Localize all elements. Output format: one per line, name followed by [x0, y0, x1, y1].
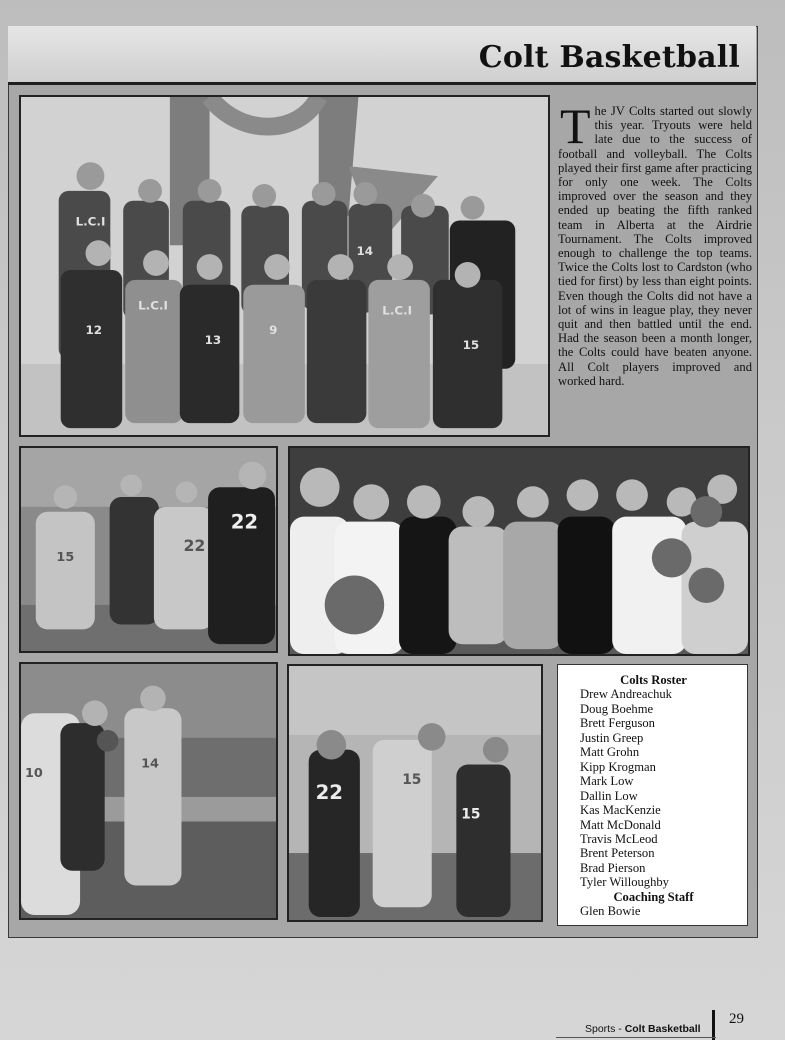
roster-player: Drew Andreachuk: [580, 687, 672, 702]
action-photo-2: [19, 662, 278, 920]
folio-section: Sports -: [585, 1023, 625, 1035]
drop-cap: T: [560, 98, 591, 154]
jersey-text: 15: [56, 549, 75, 565]
jersey-text: 12: [85, 323, 103, 338]
story-body: he JV Colts started out slowly this year. Tryouts were held late due to the success of football and volleyball. The Colts played their first game after practicing for only one week. The Colts improved over the season and they ended up beating the fifth ranked team in Alberta at the Airdrie Tournament. The Colts improved enough to challenge the top teams. Twice the Colts lost to Cardston (who tied for first) by less than eight points. Even though the Colts did not have a lot of wins in league play, they never quit and then battled until the end. Had the season been a month longer, the Colts could have beaten anyone. All Colt players improved and worked hard.: [558, 104, 752, 388]
jersey-text: 9: [269, 323, 278, 338]
jersey-text: 14: [141, 756, 159, 772]
roster-player: Travis McLeod: [580, 831, 658, 846]
roster-player: Brad Pierson: [580, 860, 646, 875]
roster-player: Brett Ferguson: [580, 716, 655, 731]
roster-player: Brent Peterson: [580, 846, 655, 861]
roster-player: Mark Low: [580, 774, 634, 789]
roster-player: Matt McDonald: [580, 817, 661, 832]
action-photo-3: [287, 664, 543, 922]
jersey-text: 13: [204, 333, 222, 348]
roster-player: Kas MacKenzie: [580, 803, 661, 818]
jersey-text: 10: [24, 766, 43, 782]
folio-divider: [712, 1010, 715, 1040]
folio-rule: [556, 1037, 716, 1038]
action-photo-3-image: [289, 666, 541, 920]
staff-member: Glen Bowie: [580, 904, 641, 919]
page-title: Colt Basketball: [478, 40, 740, 75]
jersey-text: 15: [461, 806, 481, 823]
team-photo-image: [21, 97, 548, 435]
jersey-text: 15: [402, 772, 422, 789]
jersey-text: L.C.I: [75, 214, 106, 229]
jersey-text: 22: [183, 536, 206, 555]
jersey-text: L.C.I: [382, 303, 413, 318]
action-photo-2-image: [21, 664, 276, 918]
group-photo-image: [290, 448, 748, 654]
folio-label: [585, 1023, 701, 1035]
jersey-text: 15: [462, 338, 480, 353]
folio-topic: Colt Basketball: [624, 1023, 701, 1035]
roster-player: Justin Greep: [580, 730, 644, 745]
jersey-text: 14: [356, 244, 374, 259]
action-photo-1: [19, 446, 278, 653]
page-number: 29: [729, 1011, 744, 1027]
staff-heading: Coaching Staff: [613, 889, 694, 904]
roster-player: Doug Boehme: [580, 701, 654, 716]
jersey-text: L.C.I: [138, 298, 168, 313]
roster-box: [557, 664, 748, 926]
roster-player: Dallin Low: [580, 788, 638, 803]
roster-player: Tyler Willoughby: [580, 875, 669, 890]
roster-heading: Colts Roster: [620, 673, 687, 687]
jersey-text: 22: [230, 510, 259, 534]
action-photo-1-image: [21, 448, 276, 651]
story-text: [558, 98, 752, 434]
team-photo: [19, 95, 550, 437]
jersey-text: 22: [315, 780, 343, 804]
roster-player: Kipp Krogman: [580, 759, 656, 774]
title-bar: [8, 26, 756, 85]
group-photo: [288, 446, 750, 656]
roster-player: Matt Grohn: [580, 745, 640, 760]
